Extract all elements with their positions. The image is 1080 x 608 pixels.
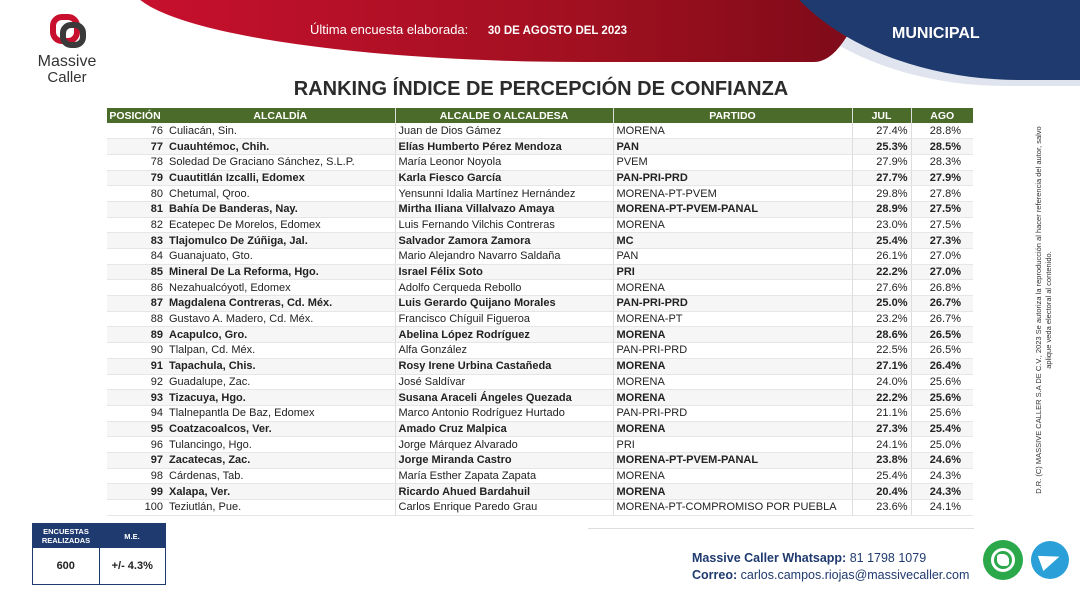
logo-mark-icon bbox=[42, 12, 92, 52]
whatsapp-icon[interactable] bbox=[983, 540, 1023, 580]
cell-posicion: 89 bbox=[107, 327, 166, 343]
table-row bbox=[107, 468, 973, 484]
table-row bbox=[107, 264, 973, 280]
cell-partido: MORENA bbox=[613, 280, 852, 296]
cell-jul: 27.9% bbox=[852, 154, 911, 170]
cell-partido: MORENA-PT bbox=[613, 311, 852, 327]
cell-ago: 26.8% bbox=[911, 280, 973, 296]
stats-me-value: +/- 4.3% bbox=[99, 548, 166, 584]
contact-info bbox=[692, 550, 969, 584]
cell-posicion: 79 bbox=[107, 170, 166, 186]
cell-jul: 24.1% bbox=[852, 437, 911, 453]
cell-jul: 23.6% bbox=[852, 500, 911, 516]
cell-alcaldia: Tlalnepantla De Baz, Edomex bbox=[166, 405, 395, 421]
cell-posicion: 86 bbox=[107, 280, 166, 296]
cell-partido: MORENA bbox=[613, 374, 852, 390]
cell-alcalde: Rosy Irene Urbina Castañeda bbox=[395, 358, 613, 374]
cell-partido: MORENA bbox=[613, 468, 852, 484]
cell-partido: PAN bbox=[613, 139, 852, 155]
stats-encuestas-label: ENCUESTAS REALIZADAS bbox=[41, 527, 91, 545]
cell-alcaldia: Tizacuya, Hgo. bbox=[166, 390, 395, 406]
cell-ago: 26.7% bbox=[911, 311, 973, 327]
cell-alcalde: Luis Fernando Vilchis Contreras bbox=[395, 217, 613, 233]
cell-jul: 22.5% bbox=[852, 343, 911, 359]
cell-partido: PAN-PRI-PRD bbox=[613, 343, 852, 359]
survey-stats-box bbox=[32, 523, 166, 585]
cell-ago: 28.3% bbox=[911, 154, 973, 170]
contact-email-label: Correo: bbox=[692, 568, 738, 582]
brand-name-line2: Caller bbox=[47, 69, 87, 86]
cell-posicion: 91 bbox=[107, 358, 166, 374]
contact-whatsapp-number: 81 1798 1079 bbox=[849, 551, 927, 565]
cell-ago: 25.6% bbox=[911, 390, 973, 406]
col-header-alcaldia: ALCALDÍA bbox=[166, 108, 395, 123]
copyright-text: D.R. (C) MASSIVE CALLER S.A DE C.V., 2023 Se autoriza la reproducción al hacer referencia del autor, salvo aplique veda electoral al contenido. bbox=[1034, 126, 1053, 494]
cell-ago: 26.5% bbox=[911, 343, 973, 359]
cell-alcalde: Susana Araceli Ángeles Quezada bbox=[395, 390, 613, 406]
cell-ago: 27.8% bbox=[911, 186, 973, 202]
table-row bbox=[107, 311, 973, 327]
table-row bbox=[107, 390, 973, 406]
cell-alcaldia: Teziutlán, Pue. bbox=[166, 500, 395, 516]
cell-alcalde: Ricardo Ahued Bardahuil bbox=[395, 484, 613, 500]
cell-alcalde: Elías Humberto Pérez Mendoza bbox=[395, 139, 613, 155]
table-row bbox=[107, 123, 973, 139]
cell-alcalde: Mirtha Iliana Villalvazo Amaya bbox=[395, 201, 613, 217]
survey-date: 30 DE AGOSTO DEL 2023 bbox=[487, 25, 628, 37]
cell-partido: MORENA bbox=[613, 421, 852, 437]
telegram-icon[interactable] bbox=[1031, 541, 1069, 579]
cell-jul: 28.6% bbox=[852, 327, 911, 343]
cell-ago: 25.6% bbox=[911, 374, 973, 390]
cell-ago: 25.4% bbox=[911, 421, 973, 437]
cell-alcaldia: Soledad De Graciano Sánchez, S.L.P. bbox=[166, 154, 395, 170]
cell-alcalde: Francisco Chíguil Figueroa bbox=[395, 311, 613, 327]
cell-alcaldia: Cuauhtémoc, Chih. bbox=[166, 139, 395, 155]
cell-jul: 23.0% bbox=[852, 217, 911, 233]
contact-email-line bbox=[692, 567, 969, 584]
cell-posicion: 85 bbox=[107, 264, 166, 280]
cell-alcalde: Carlos Enrique Paredo Grau bbox=[395, 500, 613, 516]
table-row bbox=[107, 500, 973, 516]
table-row bbox=[107, 139, 973, 155]
cell-jul: 27.6% bbox=[852, 280, 911, 296]
table-row bbox=[107, 358, 973, 374]
cell-alcalde: Luis Gerardo Quijano Morales bbox=[395, 296, 613, 312]
cell-ago: 28.8% bbox=[911, 123, 973, 139]
cell-jul: 21.1% bbox=[852, 405, 911, 421]
cell-partido: MORENA bbox=[613, 327, 852, 343]
cell-posicion: 92 bbox=[107, 374, 166, 390]
contact-whatsapp-label: Massive Caller Whatsapp: bbox=[692, 551, 847, 565]
cell-alcalde: Jorge Márquez Alvarado bbox=[395, 437, 613, 453]
cell-posicion: 87 bbox=[107, 296, 166, 312]
table-row bbox=[107, 249, 973, 265]
cell-partido: PAN-PRI-PRD bbox=[613, 296, 852, 312]
brand-logo bbox=[32, 12, 102, 92]
cell-alcaldia: Chetumal, Qroo. bbox=[166, 186, 395, 202]
cell-posicion: 98 bbox=[107, 468, 166, 484]
col-header-jul: JUL bbox=[852, 108, 911, 123]
cell-alcalde: Jorge Miranda Castro bbox=[395, 452, 613, 468]
cell-alcaldia: Culiacán, Sin. bbox=[166, 123, 395, 139]
table-row bbox=[107, 405, 973, 421]
cell-posicion: 90 bbox=[107, 343, 166, 359]
cell-partido: MC bbox=[613, 233, 852, 249]
cell-partido: MORENA bbox=[613, 484, 852, 500]
table-row bbox=[107, 186, 973, 202]
table-row bbox=[107, 154, 973, 170]
cell-jul: 22.2% bbox=[852, 390, 911, 406]
cell-jul: 27.4% bbox=[852, 123, 911, 139]
stats-encuestas-value: 600 bbox=[56, 560, 75, 572]
contact-email[interactable]: carlos.campos.riojas@massivecaller.com bbox=[740, 568, 970, 582]
cell-alcaldia: Mineral De La Reforma, Hgo. bbox=[166, 264, 395, 280]
cell-alcaldia: Coatzacoalcos, Ver. bbox=[166, 421, 395, 437]
col-header-alcalde: ALCALDE O ALCALDESA bbox=[395, 108, 613, 123]
table-row bbox=[107, 170, 973, 186]
cell-alcaldia: Ecatepec De Morelos, Edomex bbox=[166, 217, 395, 233]
cell-posicion: 82 bbox=[107, 217, 166, 233]
cell-jul: 25.4% bbox=[852, 233, 911, 249]
cell-posicion: 95 bbox=[107, 421, 166, 437]
cell-alcaldia: Nezahualcóyotl, Edomex bbox=[166, 280, 395, 296]
cell-alcalde: Karla Fiesco García bbox=[395, 170, 613, 186]
cell-alcaldia: Bahía De Banderas, Nay. bbox=[166, 201, 395, 217]
cell-partido: MORENA bbox=[613, 123, 852, 139]
cell-partido: MORENA bbox=[613, 390, 852, 406]
cell-alcalde: Marco Antonio Rodríguez Hurtado bbox=[395, 405, 613, 421]
cell-jul: 25.0% bbox=[852, 296, 911, 312]
cell-jul: 23.8% bbox=[852, 452, 911, 468]
cell-ago: 27.5% bbox=[911, 201, 973, 217]
cell-ago: 27.0% bbox=[911, 249, 973, 265]
cell-ago: 26.4% bbox=[911, 358, 973, 374]
ranking-table bbox=[107, 108, 973, 516]
cell-alcaldia: Tlalpan, Cd. Méx. bbox=[166, 343, 395, 359]
cell-jul: 24.0% bbox=[852, 374, 911, 390]
cell-alcaldia: Zacatecas, Zac. bbox=[166, 452, 395, 468]
cell-jul: 27.1% bbox=[852, 358, 911, 374]
cell-partido: PAN bbox=[613, 249, 852, 265]
cell-alcaldia: Xalapa, Ver. bbox=[166, 484, 395, 500]
cell-alcalde: Amado Cruz Malpica bbox=[395, 421, 613, 437]
cell-posicion: 83 bbox=[107, 233, 166, 249]
cell-ago: 24.6% bbox=[911, 452, 973, 468]
cell-alcalde: Alfa González bbox=[395, 343, 613, 359]
cell-jul: 28.9% bbox=[852, 201, 911, 217]
cell-posicion: 93 bbox=[107, 390, 166, 406]
cell-jul: 27.3% bbox=[852, 421, 911, 437]
table-row bbox=[107, 343, 973, 359]
cell-posicion: 96 bbox=[107, 437, 166, 453]
cell-ago: 24.3% bbox=[911, 484, 973, 500]
copyright-vertical bbox=[1034, 120, 1064, 500]
stats-me-label: M.E. bbox=[124, 531, 140, 541]
table-row bbox=[107, 374, 973, 390]
table-row bbox=[107, 437, 973, 453]
cell-alcaldia: Tapachula, Chis. bbox=[166, 358, 395, 374]
cell-ago: 25.6% bbox=[911, 405, 973, 421]
cell-partido: MORENA-PT-PVEM bbox=[613, 186, 852, 202]
cell-alcaldia: Tlajomulco De Zúñiga, Jal. bbox=[166, 233, 395, 249]
cell-alcaldia: Acapulco, Gro. bbox=[166, 327, 395, 343]
table-row bbox=[107, 452, 973, 468]
cell-jul: 22.2% bbox=[852, 264, 911, 280]
cell-ago: 25.0% bbox=[911, 437, 973, 453]
table-row bbox=[107, 217, 973, 233]
cell-alcaldia: Cárdenas, Tab. bbox=[166, 468, 395, 484]
brand-name-line1: Massive bbox=[37, 53, 97, 70]
cell-posicion: 88 bbox=[107, 311, 166, 327]
cell-posicion: 77 bbox=[107, 139, 166, 155]
table-header-row bbox=[107, 108, 973, 123]
cell-ago: 24.1% bbox=[911, 500, 973, 516]
cell-posicion: 100 bbox=[107, 500, 166, 516]
cell-posicion: 84 bbox=[107, 249, 166, 265]
cell-jul: 27.7% bbox=[852, 170, 911, 186]
table-row bbox=[107, 201, 973, 217]
cell-posicion: 78 bbox=[107, 154, 166, 170]
ranking-table-body bbox=[107, 123, 973, 515]
cell-ago: 28.5% bbox=[911, 139, 973, 155]
cell-alcalde: José Saldívar bbox=[395, 374, 613, 390]
cell-partido: PVEM bbox=[613, 154, 852, 170]
cell-partido: MORENA-PT-COMPROMISO POR PUEBLA bbox=[613, 500, 852, 516]
cell-jul: 26.1% bbox=[852, 249, 911, 265]
cell-partido: MORENA-PT-PVEM-PANAL bbox=[613, 452, 852, 468]
table-row bbox=[107, 484, 973, 500]
cell-ago: 27.3% bbox=[911, 233, 973, 249]
cell-ago: 26.5% bbox=[911, 327, 973, 343]
cell-ago: 26.7% bbox=[911, 296, 973, 312]
contact-whatsapp-line bbox=[692, 550, 969, 567]
cell-posicion: 76 bbox=[107, 123, 166, 139]
cell-partido: MORENA bbox=[613, 217, 852, 233]
cell-alcalde: María Leonor Noyola bbox=[395, 154, 613, 170]
scope-label: MUNICIPAL bbox=[892, 25, 980, 42]
cell-alcalde: Yensunni Idalia Martínez Hernández bbox=[395, 186, 613, 202]
cell-partido: MORENA bbox=[613, 358, 852, 374]
cell-alcalde: Mario Alejandro Navarro Saldaña bbox=[395, 249, 613, 265]
cell-alcaldia: Gustavo A. Madero, Cd. Méx. bbox=[166, 311, 395, 327]
page-title: RANKING ÍNDICE DE PERCEPCIÓN DE CONFIANZA bbox=[293, 78, 789, 100]
table-row bbox=[107, 280, 973, 296]
cell-posicion: 99 bbox=[107, 484, 166, 500]
cell-alcaldia: Cuautitlán Izcalli, Edomex bbox=[166, 170, 395, 186]
col-header-posicion: POSICIÓN bbox=[107, 108, 166, 123]
col-header-ago: AGO bbox=[911, 108, 973, 123]
table-row bbox=[107, 296, 973, 312]
table-row bbox=[107, 233, 973, 249]
cell-jul: 23.2% bbox=[852, 311, 911, 327]
cell-alcalde: Abelina López Rodríguez bbox=[395, 327, 613, 343]
footer-divider bbox=[588, 528, 974, 529]
cell-alcalde: Adolfo Cerqueda Rebollo bbox=[395, 280, 613, 296]
cell-alcalde: Juan de Dios Gámez bbox=[395, 123, 613, 139]
cell-partido: PAN-PRI-PRD bbox=[613, 405, 852, 421]
cell-posicion: 94 bbox=[107, 405, 166, 421]
cell-alcalde: Salvador Zamora Zamora bbox=[395, 233, 613, 249]
table-row bbox=[107, 421, 973, 437]
cell-partido: PAN-PRI-PRD bbox=[613, 170, 852, 186]
cell-posicion: 81 bbox=[107, 201, 166, 217]
cell-jul: 29.8% bbox=[852, 186, 911, 202]
cell-ago: 27.5% bbox=[911, 217, 973, 233]
cell-alcaldia: Tulancingo, Hgo. bbox=[166, 437, 395, 453]
cell-alcaldia: Guanajuato, Gto. bbox=[166, 249, 395, 265]
cell-alcaldia: Guadalupe, Zac. bbox=[166, 374, 395, 390]
cell-partido: PRI bbox=[613, 437, 852, 453]
cell-alcaldia: Magdalena Contreras, Cd. Méx. bbox=[166, 296, 395, 312]
cell-jul: 20.4% bbox=[852, 484, 911, 500]
col-header-partido: PARTIDO bbox=[613, 108, 852, 123]
cell-alcalde: Israel Félix Soto bbox=[395, 264, 613, 280]
cell-posicion: 80 bbox=[107, 186, 166, 202]
cell-jul: 25.4% bbox=[852, 468, 911, 484]
cell-jul: 25.3% bbox=[852, 139, 911, 155]
table-row bbox=[107, 327, 973, 343]
survey-info bbox=[310, 22, 627, 37]
cell-ago: 27.9% bbox=[911, 170, 973, 186]
cell-partido: MORENA-PT-PVEM-PANAL bbox=[613, 201, 852, 217]
cell-posicion: 97 bbox=[107, 452, 166, 468]
cell-alcalde: María Esther Zapata Zapata bbox=[395, 468, 613, 484]
cell-ago: 24.3% bbox=[911, 468, 973, 484]
survey-label: Última encuesta elaborada: bbox=[310, 22, 469, 37]
cell-partido: PRI bbox=[613, 264, 852, 280]
cell-ago: 27.0% bbox=[911, 264, 973, 280]
